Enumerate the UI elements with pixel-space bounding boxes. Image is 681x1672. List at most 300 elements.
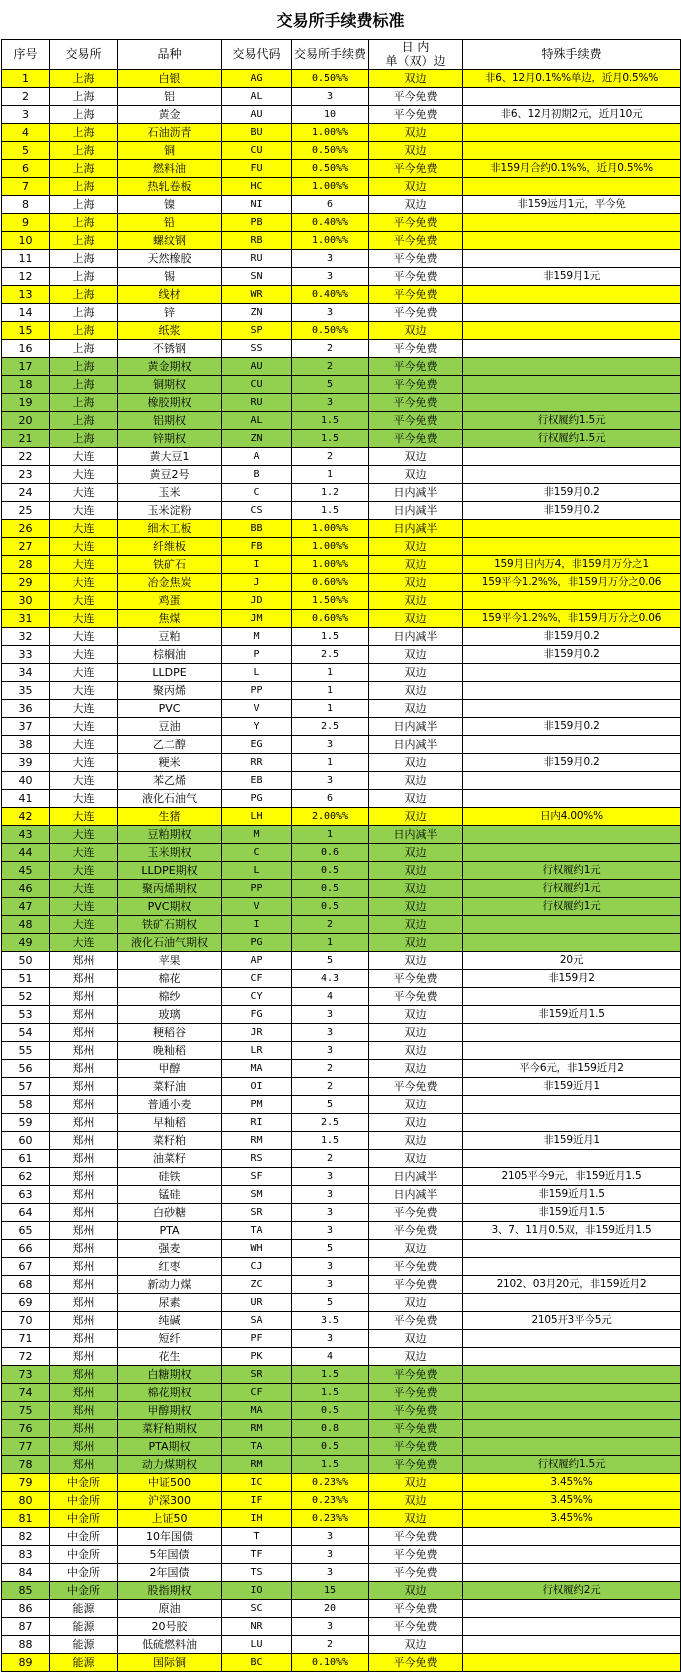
cell-intraday: 双边 (369, 142, 463, 160)
cell-special-fee (463, 916, 681, 934)
cell-index: 49 (2, 934, 50, 952)
cell-product: 豆粕 (118, 628, 222, 646)
cell-exchange: 上海 (50, 232, 118, 250)
cell-index: 57 (2, 1078, 50, 1096)
table-row (2, 484, 681, 502)
cell-special-fee: 3.45%% (463, 1510, 681, 1528)
cell-special-fee (463, 178, 681, 196)
cell-index: 77 (2, 1438, 50, 1456)
cell-code: RU (222, 250, 292, 268)
cell-index: 71 (2, 1330, 50, 1348)
cell-index: 11 (2, 250, 50, 268)
cell-code: PB (222, 214, 292, 232)
table-row (2, 1618, 681, 1636)
cell-code: WH (222, 1240, 292, 1258)
cell-intraday: 双边 (369, 610, 463, 628)
cell-index: 40 (2, 772, 50, 790)
cell-code: ZN (222, 430, 292, 448)
cell-intraday: 双边 (369, 1114, 463, 1132)
header-intraday: 日 内 单（双）边 (369, 40, 463, 70)
cell-exchange-fee: 3 (292, 1618, 369, 1636)
header-special-fee: 特殊手续费 (463, 40, 681, 70)
cell-product: 铝期权 (118, 412, 222, 430)
cell-exchange: 大连 (50, 556, 118, 574)
table-row (2, 124, 681, 142)
cell-code: FG (222, 1006, 292, 1024)
cell-product: 铁矿石期权 (118, 916, 222, 934)
cell-product: 黄豆2号 (118, 466, 222, 484)
fee-table (1, 39, 681, 1672)
table-row (2, 862, 681, 880)
cell-special-fee (463, 772, 681, 790)
cell-exchange-fee: 3 (292, 1564, 369, 1582)
cell-product: 锡 (118, 268, 222, 286)
cell-special-fee: 3、7、11月0.5双，非159近月1.5 (463, 1222, 681, 1240)
cell-exchange-fee: 2 (292, 448, 369, 466)
table-row (2, 88, 681, 106)
cell-exchange-fee: 3.5 (292, 1312, 369, 1330)
cell-product: 铜期权 (118, 376, 222, 394)
cell-intraday: 双边 (369, 1330, 463, 1348)
cell-exchange-fee: 0.60%% (292, 574, 369, 592)
cell-index: 43 (2, 826, 50, 844)
cell-intraday: 双边 (369, 1474, 463, 1492)
cell-product: 甲醇期权 (118, 1402, 222, 1420)
cell-exchange-fee: 2 (292, 1078, 369, 1096)
cell-exchange: 能源 (50, 1654, 118, 1672)
cell-index: 24 (2, 484, 50, 502)
cell-exchange-fee: 1.5 (292, 1456, 369, 1474)
cell-exchange: 大连 (50, 592, 118, 610)
cell-exchange: 郑州 (50, 1132, 118, 1150)
cell-index: 38 (2, 736, 50, 754)
cell-product: 尿素 (118, 1294, 222, 1312)
cell-exchange: 大连 (50, 664, 118, 682)
cell-index: 8 (2, 196, 50, 214)
table-row (2, 1528, 681, 1546)
cell-special-fee (463, 1294, 681, 1312)
cell-code: WR (222, 286, 292, 304)
cell-product: 液化石油气期权 (118, 934, 222, 952)
cell-code: NI (222, 196, 292, 214)
cell-exchange: 大连 (50, 484, 118, 502)
cell-product: 花生 (118, 1348, 222, 1366)
cell-code: AL (222, 88, 292, 106)
cell-intraday: 平今免费 (369, 88, 463, 106)
table-row (2, 682, 681, 700)
cell-code: PP (222, 880, 292, 898)
cell-exchange-fee: 2 (292, 1150, 369, 1168)
cell-intraday: 平今免费 (369, 412, 463, 430)
cell-code: BB (222, 520, 292, 538)
table-row (2, 1636, 681, 1654)
cell-exchange: 郑州 (50, 1348, 118, 1366)
cell-special-fee (463, 826, 681, 844)
cell-index: 80 (2, 1492, 50, 1510)
cell-index: 89 (2, 1654, 50, 1672)
cell-exchange: 郑州 (50, 1366, 118, 1384)
cell-product: 红枣 (118, 1258, 222, 1276)
cell-exchange-fee: 1.5 (292, 1384, 369, 1402)
cell-product: 镍 (118, 196, 222, 214)
table-row (2, 1546, 681, 1564)
cell-special-fee (463, 1546, 681, 1564)
cell-code: CU (222, 142, 292, 160)
cell-special-fee: 非159近月1 (463, 1078, 681, 1096)
cell-special-fee (463, 790, 681, 808)
cell-exchange: 郑州 (50, 1456, 118, 1474)
table-row (2, 970, 681, 988)
cell-special-fee: 非159月0.2 (463, 628, 681, 646)
cell-product: 线材 (118, 286, 222, 304)
cell-exchange-fee: 6 (292, 790, 369, 808)
cell-index: 30 (2, 592, 50, 610)
cell-intraday: 双边 (369, 790, 463, 808)
cell-index: 50 (2, 952, 50, 970)
cell-product: 玉米淀粉 (118, 502, 222, 520)
cell-code: MA (222, 1060, 292, 1078)
cell-index: 48 (2, 916, 50, 934)
table-row (2, 1330, 681, 1348)
cell-code: SM (222, 1186, 292, 1204)
table-row (2, 538, 681, 556)
cell-exchange: 能源 (50, 1636, 118, 1654)
cell-intraday: 平今免费 (369, 340, 463, 358)
table-row (2, 196, 681, 214)
cell-index: 81 (2, 1510, 50, 1528)
cell-intraday: 日内减半 (369, 826, 463, 844)
cell-intraday: 双边 (369, 1294, 463, 1312)
cell-exchange-fee: 0.23%% (292, 1510, 369, 1528)
cell-code: IC (222, 1474, 292, 1492)
cell-special-fee (463, 358, 681, 376)
cell-intraday: 平今免费 (369, 970, 463, 988)
cell-special-fee: 非159远月1元，平今免 (463, 196, 681, 214)
cell-product: 棉花期权 (118, 1384, 222, 1402)
cell-special-fee (463, 1384, 681, 1402)
cell-intraday: 平今免费 (369, 1618, 463, 1636)
cell-special-fee: 非159月0.2 (463, 754, 681, 772)
cell-exchange: 上海 (50, 124, 118, 142)
cell-product: 冶金焦炭 (118, 574, 222, 592)
cell-intraday: 双边 (369, 574, 463, 592)
cell-exchange-fee: 1.00%% (292, 124, 369, 142)
cell-exchange-fee: 6 (292, 196, 369, 214)
cell-exchange-fee: 1.5 (292, 628, 369, 646)
cell-index: 56 (2, 1060, 50, 1078)
cell-intraday: 双边 (369, 754, 463, 772)
cell-index: 73 (2, 1366, 50, 1384)
cell-code: SP (222, 322, 292, 340)
table-row (2, 610, 681, 628)
table-row (2, 1582, 681, 1600)
table-row (2, 502, 681, 520)
cell-code: PM (222, 1096, 292, 1114)
cell-special-fee (463, 1330, 681, 1348)
cell-product: 普通小麦 (118, 1096, 222, 1114)
cell-product: 原油 (118, 1600, 222, 1618)
cell-special-fee (463, 1366, 681, 1384)
cell-product: 铝 (118, 88, 222, 106)
cell-exchange-fee: 2.5 (292, 1114, 369, 1132)
cell-special-fee (463, 214, 681, 232)
table-row (2, 1132, 681, 1150)
header-code: 交易代码 (222, 40, 292, 70)
cell-exchange: 大连 (50, 628, 118, 646)
cell-code: SR (222, 1366, 292, 1384)
cell-code: ZC (222, 1276, 292, 1294)
cell-intraday: 双边 (369, 1132, 463, 1150)
cell-code: FB (222, 538, 292, 556)
cell-product: 国际铜 (118, 1654, 222, 1672)
cell-special-fee (463, 700, 681, 718)
cell-intraday: 双边 (369, 952, 463, 970)
cell-exchange-fee: 3 (292, 1222, 369, 1240)
cell-code: RM (222, 1132, 292, 1150)
cell-special-fee (463, 304, 681, 322)
cell-intraday: 日内减半 (369, 520, 463, 538)
cell-product: 纯碱 (118, 1312, 222, 1330)
cell-intraday: 双边 (369, 70, 463, 88)
cell-exchange: 郑州 (50, 1330, 118, 1348)
cell-index: 15 (2, 322, 50, 340)
cell-special-fee (463, 1654, 681, 1672)
cell-product: 液化石油气 (118, 790, 222, 808)
cell-exchange-fee: 1 (292, 826, 369, 844)
cell-exchange-fee: 2 (292, 358, 369, 376)
cell-index: 29 (2, 574, 50, 592)
cell-special-fee (463, 88, 681, 106)
cell-code: M (222, 628, 292, 646)
cell-exchange-fee: 1.5 (292, 412, 369, 430)
cell-code: HC (222, 178, 292, 196)
cell-code: PK (222, 1348, 292, 1366)
cell-intraday: 平今免费 (369, 1438, 463, 1456)
cell-exchange-fee: 3 (292, 1186, 369, 1204)
cell-index: 67 (2, 1258, 50, 1276)
cell-exchange-fee: 0.6 (292, 844, 369, 862)
cell-exchange-fee: 0.5 (292, 1402, 369, 1420)
cell-exchange-fee: 3 (292, 1042, 369, 1060)
cell-intraday: 平今免费 (369, 232, 463, 250)
cell-exchange: 上海 (50, 394, 118, 412)
table-row (2, 718, 681, 736)
cell-exchange: 大连 (50, 862, 118, 880)
table-row (2, 340, 681, 358)
cell-intraday: 双边 (369, 1006, 463, 1024)
cell-exchange: 上海 (50, 268, 118, 286)
cell-intraday: 双边 (369, 556, 463, 574)
table-row (2, 1096, 681, 1114)
cell-code: RU (222, 394, 292, 412)
cell-intraday: 双边 (369, 916, 463, 934)
table-row (2, 1258, 681, 1276)
cell-special-fee (463, 1438, 681, 1456)
cell-index: 88 (2, 1636, 50, 1654)
cell-code: RR (222, 754, 292, 772)
cell-product: 新动力煤 (118, 1276, 222, 1294)
cell-exchange-fee: 1.2 (292, 484, 369, 502)
cell-exchange-fee: 0.8 (292, 1420, 369, 1438)
cell-intraday: 平今免费 (369, 250, 463, 268)
cell-product: 锌期权 (118, 430, 222, 448)
cell-intraday: 平今免费 (369, 214, 463, 232)
cell-index: 21 (2, 430, 50, 448)
cell-intraday: 双边 (369, 196, 463, 214)
cell-exchange-fee: 3 (292, 1330, 369, 1348)
cell-special-fee (463, 232, 681, 250)
cell-code: C (222, 484, 292, 502)
cell-code: LH (222, 808, 292, 826)
cell-exchange-fee: 3 (292, 1276, 369, 1294)
cell-exchange-fee: 2.00%% (292, 808, 369, 826)
cell-code: JM (222, 610, 292, 628)
cell-special-fee: 行权履约1元 (463, 898, 681, 916)
cell-product: 乙二醇 (118, 736, 222, 754)
cell-exchange: 大连 (50, 844, 118, 862)
cell-product: 20号胶 (118, 1618, 222, 1636)
cell-index: 47 (2, 898, 50, 916)
cell-special-fee (463, 934, 681, 952)
table-row (2, 1348, 681, 1366)
cell-product: 生猪 (118, 808, 222, 826)
cell-intraday: 双边 (369, 772, 463, 790)
cell-exchange-fee: 0.50%% (292, 322, 369, 340)
cell-exchange: 大连 (50, 700, 118, 718)
cell-special-fee (463, 538, 681, 556)
cell-special-fee (463, 736, 681, 754)
cell-product: 锌 (118, 304, 222, 322)
cell-exchange: 上海 (50, 376, 118, 394)
cell-special-fee: 非159月2 (463, 970, 681, 988)
cell-exchange: 上海 (50, 358, 118, 376)
cell-exchange-fee: 0.23%% (292, 1474, 369, 1492)
cell-special-fee: 非159月合约0.1%%，近月0.5%% (463, 160, 681, 178)
cell-exchange: 郑州 (50, 1420, 118, 1438)
cell-exchange: 郑州 (50, 1294, 118, 1312)
cell-product: 黄金 (118, 106, 222, 124)
cell-exchange-fee: 2 (292, 1636, 369, 1654)
cell-product: 棉花 (118, 970, 222, 988)
cell-exchange-fee: 5 (292, 1240, 369, 1258)
cell-product: 硅铁 (118, 1168, 222, 1186)
cell-exchange-fee: 1.50%% (292, 592, 369, 610)
cell-index: 84 (2, 1564, 50, 1582)
cell-intraday: 双边 (369, 1636, 463, 1654)
cell-exchange: 大连 (50, 898, 118, 916)
cell-index: 17 (2, 358, 50, 376)
table-row (2, 628, 681, 646)
cell-index: 36 (2, 700, 50, 718)
cell-code: B (222, 466, 292, 484)
table-row (2, 1006, 681, 1024)
cell-index: 26 (2, 520, 50, 538)
cell-index: 70 (2, 1312, 50, 1330)
cell-special-fee (463, 1402, 681, 1420)
cell-exchange-fee: 1.5 (292, 1366, 369, 1384)
cell-exchange: 中金所 (50, 1528, 118, 1546)
cell-intraday: 平今免费 (369, 1222, 463, 1240)
table-row (2, 772, 681, 790)
cell-product: 燃料油 (118, 160, 222, 178)
table-row (2, 1294, 681, 1312)
cell-intraday: 平今免费 (369, 1366, 463, 1384)
cell-exchange-fee: 2.5 (292, 718, 369, 736)
table-row (2, 1600, 681, 1618)
cell-intraday: 双边 (369, 682, 463, 700)
cell-index: 25 (2, 502, 50, 520)
cell-index: 66 (2, 1240, 50, 1258)
cell-exchange: 大连 (50, 934, 118, 952)
cell-exchange: 上海 (50, 106, 118, 124)
cell-exchange-fee: 2 (292, 340, 369, 358)
cell-intraday: 双边 (369, 862, 463, 880)
table-row (2, 1402, 681, 1420)
cell-code: P (222, 646, 292, 664)
cell-special-fee (463, 1618, 681, 1636)
cell-special-fee (463, 394, 681, 412)
cell-intraday: 双边 (369, 808, 463, 826)
cell-intraday: 平今免费 (369, 1420, 463, 1438)
cell-code: L (222, 862, 292, 880)
table-row (2, 1186, 681, 1204)
cell-code: TA (222, 1222, 292, 1240)
cell-special-fee (463, 340, 681, 358)
cell-intraday: 平今免费 (369, 1258, 463, 1276)
cell-exchange: 中金所 (50, 1510, 118, 1528)
cell-intraday: 双边 (369, 664, 463, 682)
cell-product: 铁矿石 (118, 556, 222, 574)
cell-intraday: 双边 (369, 1582, 463, 1600)
cell-intraday: 日内减半 (369, 1186, 463, 1204)
cell-intraday: 平今免费 (369, 1564, 463, 1582)
cell-exchange: 上海 (50, 340, 118, 358)
cell-code: AU (222, 106, 292, 124)
cell-index: 16 (2, 340, 50, 358)
cell-exchange: 上海 (50, 178, 118, 196)
cell-index: 87 (2, 1618, 50, 1636)
cell-product: 锰硅 (118, 1186, 222, 1204)
cell-index: 41 (2, 790, 50, 808)
cell-intraday: 日内减半 (369, 628, 463, 646)
table-row (2, 268, 681, 286)
table-row (2, 988, 681, 1006)
cell-exchange: 上海 (50, 304, 118, 322)
cell-exchange: 大连 (50, 682, 118, 700)
cell-code: FU (222, 160, 292, 178)
cell-index: 65 (2, 1222, 50, 1240)
cell-exchange-fee: 1.00%% (292, 520, 369, 538)
cell-intraday: 平今免费 (369, 286, 463, 304)
cell-product: 强麦 (118, 1240, 222, 1258)
cell-exchange: 上海 (50, 88, 118, 106)
cell-exchange: 郑州 (50, 1240, 118, 1258)
cell-code: TA (222, 1438, 292, 1456)
cell-exchange-fee: 3 (292, 1546, 369, 1564)
cell-product: 中证500 (118, 1474, 222, 1492)
table-row (2, 250, 681, 268)
cell-index: 1 (2, 70, 50, 88)
cell-exchange: 上海 (50, 214, 118, 232)
cell-exchange: 大连 (50, 754, 118, 772)
cell-exchange: 大连 (50, 880, 118, 898)
cell-intraday: 平今免费 (369, 1384, 463, 1402)
cell-index: 9 (2, 214, 50, 232)
cell-product: 甲醇 (118, 1060, 222, 1078)
cell-special-fee: 行权履约1.5元 (463, 412, 681, 430)
cell-code: IF (222, 1492, 292, 1510)
cell-exchange-fee: 0.10%% (292, 1654, 369, 1672)
